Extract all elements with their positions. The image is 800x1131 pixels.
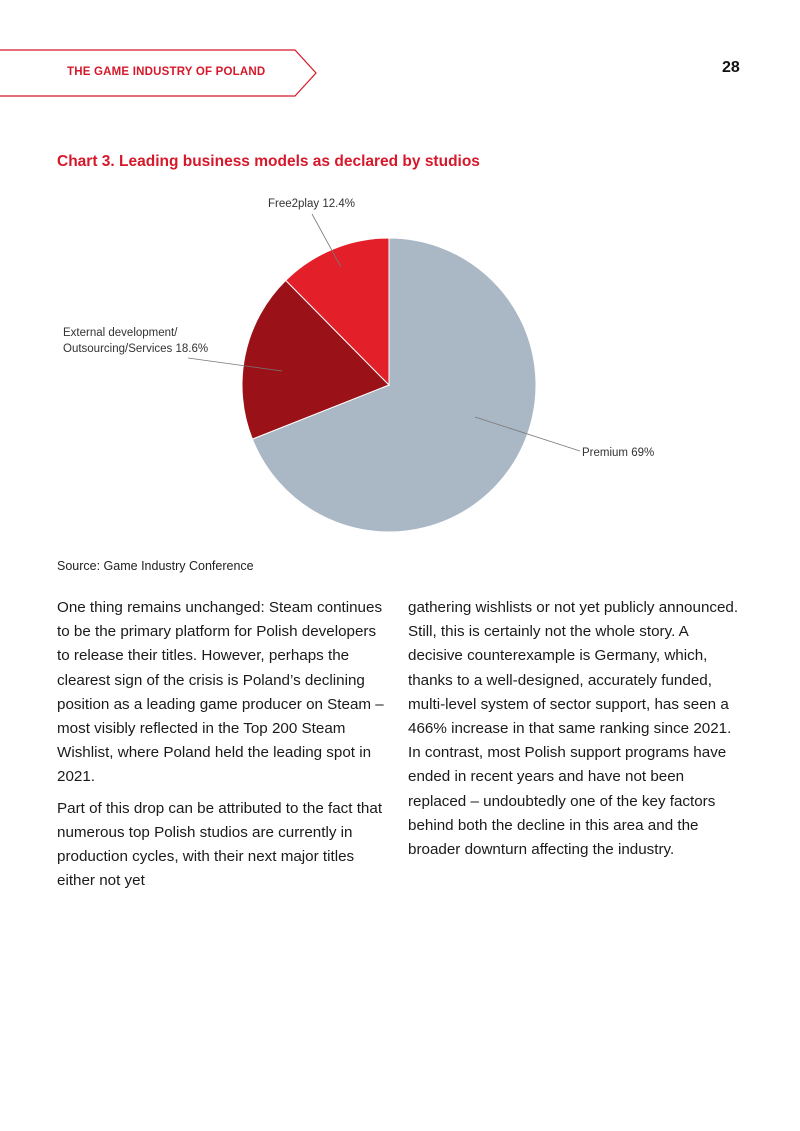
paragraph: gathering wishlists or not yet publicly announced. Still, this is certainly not the whole story. A decisive counterexample is Germany, which, thanks to a well-designed, accurately funded, multi-level system of sector support, has seen a 466% increase in that same ranking since 2021. xyxy=(408,599,739,738)
pie-slices xyxy=(242,238,536,532)
body-column-right xyxy=(408,596,743,869)
paragraph: In contrast, most Polish support programs have ended in recent years and have not been replaced – undoubtedly one of the key factors behind both the decline in this area and the broader downturn affecting the industry. xyxy=(408,744,727,859)
label-premium: Premium 69% xyxy=(582,447,655,459)
header-title: THE GAME INDUSTRY OF POLAND xyxy=(67,66,266,78)
label-external-line2: Outsourcing/Services 18.6% xyxy=(63,343,209,355)
body-column-left xyxy=(57,596,392,900)
paragraph: Part of this drop can be attributed to the fact that numerous top Polish studios are currently in production cycles, with their next major titles either not yet xyxy=(57,799,383,890)
chart-source: Source: Game Industry Conference xyxy=(57,559,254,573)
pie-chart xyxy=(0,180,800,550)
page-number: 28 xyxy=(722,59,740,76)
paragraph: One thing remains unchanged: Steam continues to be the primary platform for Polish developers to release their titles. However, perhaps the clearest sign of the crisis is Poland’s declining position as a leading game producer on Steam – most visibly reflected in the Top 200 Steam Wishlist, where Poland held the leading spot in 2021. xyxy=(57,599,384,786)
label-external-line1: External development/ xyxy=(63,327,178,339)
label-free2play: Free2play 12.4% xyxy=(268,198,355,210)
chart-title: Chart 3. Leading business models as declared by studios xyxy=(57,153,480,170)
